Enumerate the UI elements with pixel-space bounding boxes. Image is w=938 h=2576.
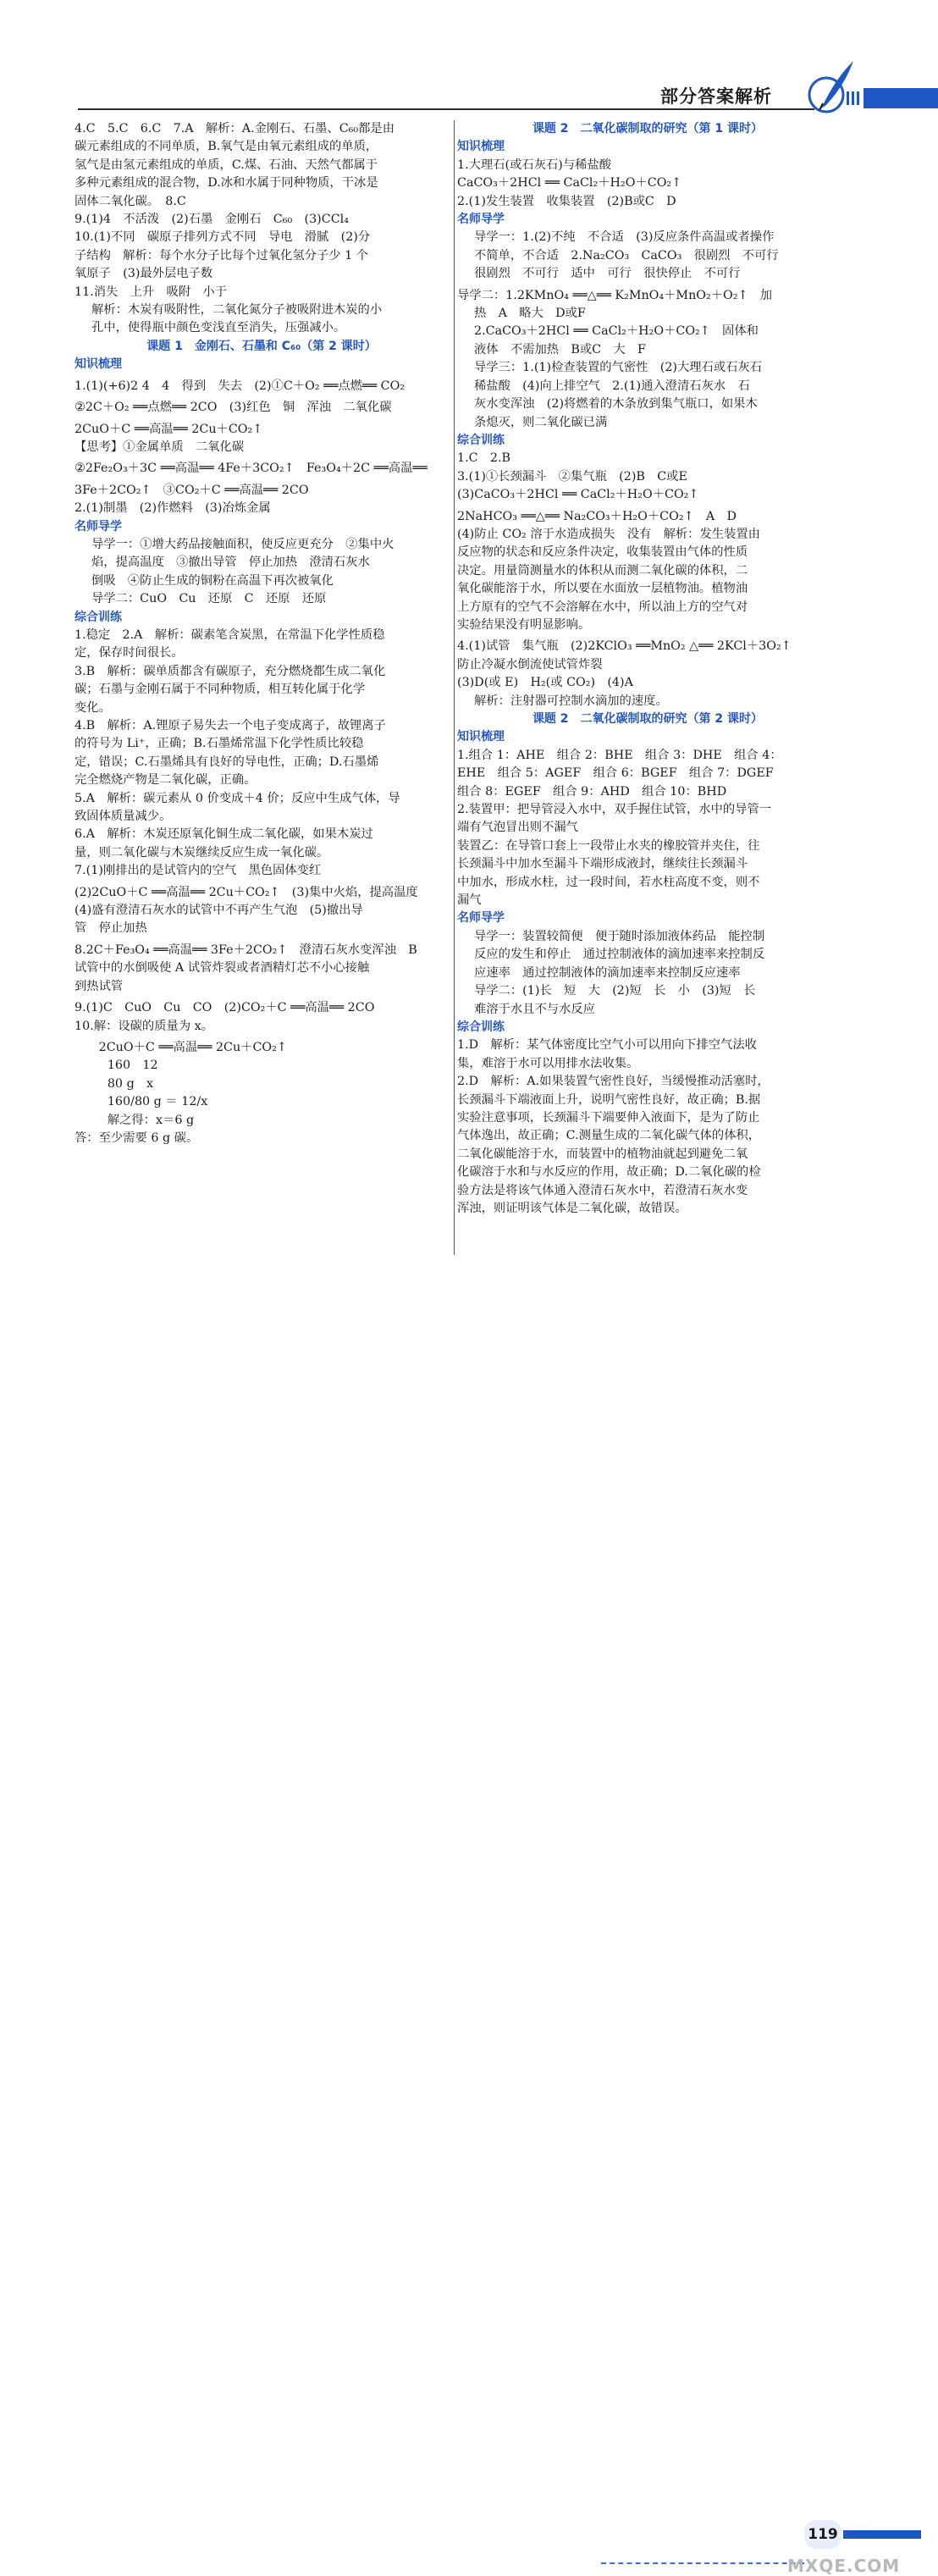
text-line: 1.稳定 2.A 解析：碳素笔含炭黑，在常温下化学性质稳	[74, 627, 385, 642]
text-line: EHE 组合 5：AGEF 组合 6：BGEF 组合 7：DGEF	[457, 766, 774, 781]
text-line: 试管中的水倒吸使 A 试管炸裂或者酒精灯芯不小心接触	[74, 961, 370, 976]
text-line: 1.组合 1：AHE 组合 2：BHE 组合 3：DHE 组合 4：	[457, 748, 782, 762]
text-line: 量，则二氧化碳与木炭继续反应生成一氧化碳。	[74, 845, 329, 860]
text-line: 稀盐酸 (4)向上排空气 2.(1)通入澄清石灰水 石	[474, 379, 750, 393]
text-line: 10.解：设碳的质量为 x。	[74, 1019, 214, 1033]
lesson-title: 课题 1 金刚石、石墨和 C₆₀（第 2 课时）	[146, 339, 377, 353]
page-header	[0, 0, 938, 119]
watermark: MXQE.COM	[787, 2556, 901, 2576]
text-line: 碳；石墨与金刚石属于不同种物质，相互转化属于化学	[74, 683, 366, 697]
text-line: 1.大理石(或石灰石)与稀盐酸	[457, 158, 612, 172]
text-line: 1.C 2.B	[457, 451, 511, 466]
page-number: 119	[804, 2520, 841, 2549]
text-line: 装置乙：在导管口套上一段带止水夹的橡胶管并夹住，往	[457, 838, 760, 853]
text-line: 导学一：①增大药品接触面积，使反应更充分 ②集中火	[91, 537, 395, 551]
section-heading: 综合训练	[457, 433, 505, 447]
equation-line: 9.(1)C CuO Cu CO (2)CO₂＋C ══高温══ 2CO	[74, 1001, 375, 1015]
text-line: 孔中，使得瓶中颜色变浅直至消失，压强减小。	[91, 321, 346, 335]
equation-line: 1.(1)(+6)2 4 4 得到 失去 (2)①C＋O₂ ══点燃══ CO₂	[74, 379, 406, 393]
text-line: 端有气泡冒出则不漏气	[457, 821, 578, 835]
text-line: 完全燃烧产物是二氧化碳，正确。	[74, 773, 257, 788]
equation-line: 8.2C＋Fe₃O₄ ══高温══ 3Fe＋2CO₂↑ 澄清石灰水变浑浊 B	[74, 943, 417, 957]
text-line: 2.CaCO₃＋2HCl ══ CaCl₂＋H₂O＋CO₂↑ 固体和	[474, 324, 759, 339]
text-line: 定，错误；C.石墨烯具有良好的导电性，正确；D.石墨烯	[74, 755, 379, 769]
text-line: 4.C 5.C 6.C 7.A 解析：A.金刚石、石墨、C₆₀都是由	[74, 122, 395, 135]
text-line: 集，难溶于水可以用排水法收集。	[457, 1056, 639, 1070]
text-line: 的符号为 Li⁺，正确；B.石墨烯常温下化学性质比较稳	[74, 737, 364, 751]
text-line: 热 A 略大 D或F	[474, 307, 586, 321]
text-line: (4)盛有澄清石灰水的试管中不再产生气泡 (5)撤出导	[74, 904, 363, 918]
text-line: 9.(1)4 不活泼 (2)石墨 金刚石 C₆₀ (3)CCl₄	[74, 213, 349, 227]
text-line: 浑浊，则证明该气体是二氧化碳，故错误。	[457, 1201, 687, 1215]
text-line: 长颈漏斗中加水至漏斗下端形成液封，继续往长颈漏斗	[457, 857, 748, 871]
equation-line: ②2C＋O₂ ══点燃══ 2CO (3)红色 铜 浑浊 二氧化碳	[74, 401, 392, 415]
text-line: 实验注意事项，长颈漏斗下端要伸入液面下，是为了防止	[457, 1110, 760, 1125]
equation-line: 2CuO＋C ══高温══ 2Cu＋CO₂↑	[74, 422, 263, 436]
text-line: 2.装置甲：把导管浸入水中，双手握住试管，水中的导管一	[457, 803, 772, 817]
section-heading: 知识梳理	[74, 357, 122, 372]
text-line: 子结构 解析：每个水分子比每个过氧化氢分子少 1 个	[74, 248, 369, 263]
text-line: 导学二：(1)长 短 大 (2)短 长 小 (3)短 长	[474, 984, 756, 998]
text-line: 二氧化碳能溶于水，而装置中的植物油就起到避免二氧	[457, 1147, 748, 1161]
text-line: 碳元素组成的不同单质，B.氧气是由氧元素组成的单质，	[74, 140, 378, 154]
left-column	[74, 120, 449, 1147]
text-line: 定，保存时间很长。	[74, 646, 184, 661]
text-line: 液体 不需加热 B或C 大 F	[474, 342, 646, 357]
text-line: 验方法是将该气体通入澄清石灰水中，若澄清石灰水变	[457, 1183, 748, 1197]
text-line: 到热试管	[74, 979, 124, 993]
text-line: 长颈漏斗下端液面上升，说明气密性良好，故正确；B.据	[457, 1092, 761, 1107]
text-line: 解析：注射器可控制水滴加的速度。	[474, 694, 668, 708]
text-line: 5.A 解析：碳元素从 0 价变成＋4 价；反应中生成气体，导	[74, 791, 400, 805]
text-line: 4.B 解析：A.锂原子易失去一个电子变成离子，故锂离子	[74, 719, 386, 732]
section-heading: 名师导学	[74, 519, 122, 533]
equation-line: (2)2CuO＋C ══高温══ 2Cu＋CO₂↑ (3)集中火焰，提高温度	[74, 885, 418, 899]
text-line: 2.D 解析：A.如果装置气密性良好，当缓慢推动活塞时，	[457, 1075, 770, 1089]
lesson-title: 课题 2 二氧化碳制取的研究（第 1 课时）	[532, 122, 764, 135]
text-line: 变化。	[74, 700, 111, 715]
header-rule	[78, 108, 814, 110]
text-line: 3.B 解析：碳单质都含有碳原子，充分燃烧都生成二氧化	[74, 664, 386, 678]
text-line: 导学三：1.(1)检查装置的气密性 (2)大理石或石灰石	[474, 361, 763, 375]
equation-line: 3Fe＋2CO₂↑ ③CO₂＋C ══高温══ 2CO	[74, 483, 309, 497]
text-line: 1.D 解析：某气体密度比空气小可以用向下排空气法收	[457, 1038, 757, 1053]
text-line: 10.(1)不同 碳原子排列方式不同 导电 滑腻 (2)分	[74, 230, 371, 245]
equation-line: 4.(1)试管 集气瓶 (2)2KClO₃ ══MnO₂ △══ 2KCl＋3O₂↑	[457, 639, 792, 654]
text-line: 160/80 g ＝ 12/x	[91, 1095, 208, 1109]
text-line: 焰，提高温度 ③撤出导管 停止加热 澄清石灰水	[91, 556, 370, 570]
text-line: 反应的发生和停止 通过控制液体的滴加速率来控制反	[474, 948, 765, 962]
text-line: 反应物的状态和反应条件决定，收集装置由气体的性质	[457, 545, 748, 560]
section-heading: 知识梳理	[457, 140, 505, 154]
text-line: 难溶于水且不与水反应	[474, 1002, 595, 1016]
text-line: 应速率 通过控制液体的滴加速率来控制反应速率	[474, 965, 741, 980]
text-line: 2.(1)发生装置 收集装置 (2)B或C D	[457, 194, 676, 208]
section-heading: 综合训练	[457, 1020, 505, 1034]
text-line: 80 g x	[91, 1076, 154, 1091]
footer-rule	[601, 2562, 804, 2564]
text-line: 导学一：1.(2)不纯 不合适 (3)反应条件高温或者操作	[474, 230, 775, 245]
column-divider	[454, 120, 455, 1255]
page-footer	[0, 1253, 938, 2576]
text-line: 中加水，形成水柱，过一段时间，若水柱高度不变，则不	[457, 875, 760, 889]
text-line: 倒吸 ④防止生成的铜粉在高温下再次被氧化	[91, 573, 334, 588]
text-line: 不简单，不合适 2.Na₂CO₃ CaCO₃ 很剧烈 不可行	[474, 248, 779, 263]
text-line: 防止冷凝水倒流使试管炸裂	[457, 657, 603, 672]
text-line: 上方原有的空气不会溶解在水中，所以油上方的空气对	[457, 600, 748, 614]
page-title: 部分答案解析	[660, 86, 772, 107]
right-column	[457, 120, 838, 1218]
header-stripe	[852, 91, 854, 105]
text-line: 2.(1)制墨 (2)作燃料 (3)冶炼金属	[74, 501, 271, 516]
text-line: 【思考】①金属单质 二氧化碳	[74, 439, 245, 454]
text-line: 条熄灭，则二氧化碳已满	[474, 415, 608, 429]
text-line: 氧原子 (3)最外层电子数	[74, 267, 213, 281]
text-line: 组合 8：EGEF 组合 9：AHD 组合 10：BHD	[457, 784, 727, 799]
text-line: 多种元素组成的混合物，D.冰和水属于同种物质，干冰是	[74, 176, 378, 191]
text-line: 7.(1)刚排出的是试管内的空气 黑色固体变红	[74, 864, 322, 878]
text-line: 6.A 解析：木炭还原氧化铜生成二氧化碳，如果木炭过	[74, 827, 373, 842]
text-line: 管 停止加热	[74, 921, 147, 936]
text-line: 很剧烈 不可行 适中 可行 很快停止 不可行	[474, 267, 741, 281]
text-line: CaCO₃＋2HCl ══ CaCl₂＋H₂O＋CO₂↑	[457, 176, 682, 191]
text-line: (4)防止 CO₂ 溶于水造成损失 没有 解析：发生装置由	[457, 527, 760, 541]
text-line: (3)CaCO₃＋2HCl ══ CaCl₂＋H₂O＋CO₂↑	[457, 488, 699, 502]
equation-line: ②2Fe₂O₃＋3C ══高温══ 4Fe＋3CO₂↑ Fe₃O₄＋2C ══高温══	[74, 462, 428, 476]
section-heading: 名师导学	[457, 911, 505, 926]
header-accent-bar	[864, 88, 938, 108]
text-line: 解之得：x＝6 g	[91, 1113, 195, 1127]
section-heading: 名师导学	[457, 213, 505, 227]
text-line: 导学二：CuO Cu 还原 C 还原 还原	[91, 592, 327, 606]
text-line: (3)D(或 E) H₂(或 CO₂) (4)A	[457, 676, 633, 690]
text-line: 化碳溶于水和与水反应的作用，故正确；D.二氧化碳的检	[457, 1165, 761, 1180]
text-line: 氧化碳能溶于水，所以要在水面放一层植物油。植物油	[457, 582, 748, 596]
lesson-title: 课题 2 二氧化碳制取的研究（第 2 课时）	[532, 712, 764, 726]
equation-line: 导学二：1.2KMnO₄ ══△══ K₂MnO₄＋MnO₂＋O₂↑ 加	[457, 288, 773, 302]
text-line: 导学一：装置较简便 便于随时添加液体药品 能控制	[474, 929, 765, 943]
header-stripe	[857, 91, 859, 105]
header-stripe	[847, 91, 849, 105]
text-line: 决定。用量筒测量水的体积从而测二氧化碳的体积，二	[457, 563, 748, 578]
equation-line: 2NaHCO₃ ══△══ Na₂CO₃＋H₂O＋CO₂↑ A D	[457, 509, 737, 523]
text-line: 3.(1)①长颈漏斗 ②集气瓶 (2)B C或E	[457, 469, 687, 484]
text-line: 答：至少需要 6 g 碳。	[74, 1130, 199, 1145]
text-line: 解析：木炭有吸附性，二氧化氮分子被吸附进木炭的小	[91, 303, 383, 318]
text-line: 灰水变浑浊 (2)将燃着的木条放到集气瓶口，如果木	[474, 397, 758, 412]
section-heading: 综合训练	[74, 610, 122, 624]
equation-line: 2CuO＋C ══高温══ 2Cu＋CO₂↑	[74, 1040, 287, 1054]
text-line: 漏气	[457, 893, 482, 908]
text-line: 160 12	[91, 1059, 158, 1073]
text-line: 实验结果没有明显影响。	[457, 617, 591, 632]
section-heading: 知识梳理	[457, 730, 505, 744]
text-line: 气体逸出，故正确；C.测量生成的二氧化碳气体的体积，	[457, 1129, 761, 1143]
text-line: 11.消失 上升 吸附 小于	[74, 285, 228, 299]
text-line: 固体二氧化碳。 8.C	[74, 194, 186, 208]
text-line: 氢气是由氢元素组成的单质，C.煤、石油、天然气都属于	[74, 158, 378, 172]
footer-accent-bar	[843, 2530, 921, 2539]
text-line: 致固体质量减少。	[74, 810, 172, 824]
